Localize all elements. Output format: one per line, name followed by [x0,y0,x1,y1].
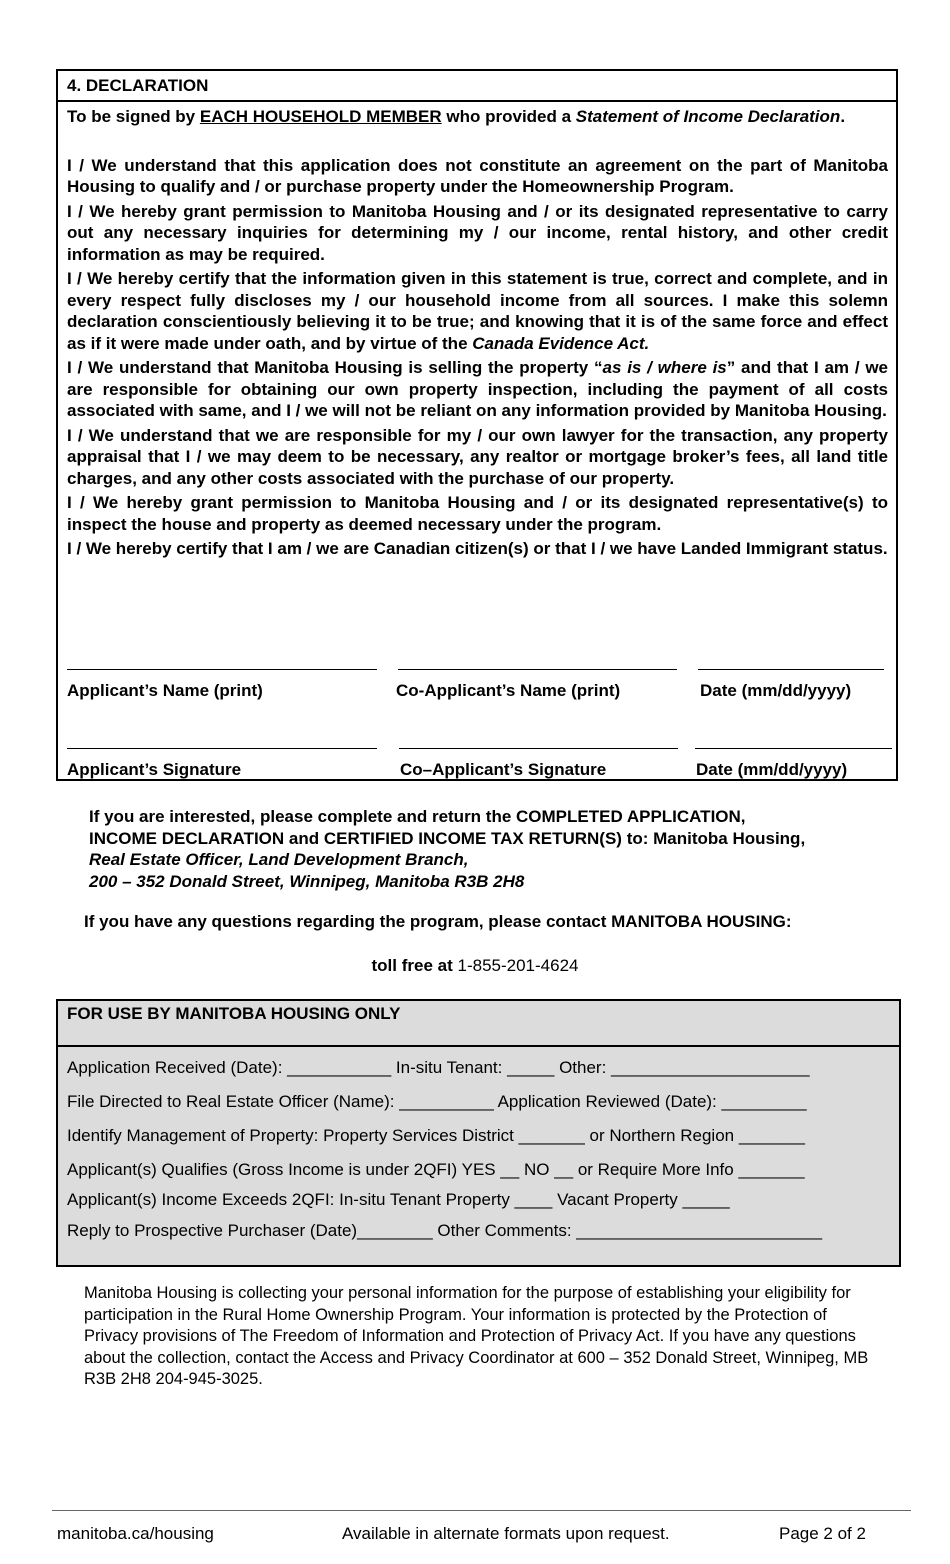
footer-page-number: Page 2 of 2 [779,1524,866,1543]
office-use-heading: FOR USE BY MANITOBA HOUSING ONLY [58,1001,899,1047]
declaration-clause-6: I / We hereby grant permission to Manitoba Housing and / or its designated representative(s) to inspect the house and property as deemed necessary under the program. [67,493,888,534]
footer-formats: Available in alternate formats upon request. [342,1524,670,1543]
return-line-3: Real Estate Officer, Land Development Branch, [89,850,469,869]
date-field-1[interactable] [698,669,884,670]
declaration-text [58,106,896,560]
office-line-income-exceeds: Applicant(s) Income Exceeds 2QFI: In-situ Tenant Property ____ Vacant Property _____ [67,1190,730,1209]
declaration-clause-4: I / We understand that Manitoba Housing is selling the property “as is / where is” and that I am / we are responsible for obtaining our own property inspection, including the payment of all costs associated with same, and I / we will not be reliant on any information provided by Manitoba Housing. [67,358,888,420]
co-applicant-name-label: Co-Applicant’s Name (print) [396,681,621,700]
signature-row [67,748,888,792]
footer-website: manitoba.ca/housing [57,1524,214,1543]
office-use-box [56,999,901,1267]
statement-reference: Statement of Income Declaration [575,107,841,126]
declaration-clause-1: I / We understand that this application does not constitute an agreement on the part of Manitoba Housing to qualify and / or purchase property under the Homeownership Program. [67,155,888,196]
declaration-clause-5: I / We understand that we are responsible for my / our own lawyer for the transaction, any property appraisal that I / we may deem to be necessary, any realtor or mortgage broker’s fees, all land title charges, and any other costs associated with the purchase of our property. [67,425,888,488]
return-instructions [89,806,904,892]
return-line-4: 200 – 352 Donald Street, Winnipeg, Manitoba R3B 2H8 [89,871,525,891]
date-label-1: Date (mm/dd/yyyy) [700,681,852,700]
applicant-signature-field[interactable] [67,748,377,749]
privacy-notice: Manitoba Housing is collecting your personal information for the purpose of establishing your eligibility for participation in the Rural Home Ownership Program. Your information is protected by the Protection of Privacy provisions of The Freedom of Information and Protection of Privacy Act. If you have any questions about the collection, contact the Access and Privacy Coordinator at 600 – 352 Donald Street, Winnipeg, MB R3B 2H8 204-945-3025. [84,1284,869,1388]
act-reference: Canada Evidence Act. [472,333,650,353]
applicant-signature-label: Applicant’s Signature [67,760,242,779]
contact-question: If you have any questions regarding the program, please contact MANITOBA HOUSING: [84,912,792,931]
toll-free-label: toll free at [371,956,453,975]
office-line-application-received: Application Received (Date): ___________ In-situ Tenant: _____ Other: _____________________ [67,1058,810,1077]
co-applicant-name-field[interactable] [398,669,677,670]
office-line-reply: Reply to Prospective Purchaser (Date)________ Other Comments: __________________________ [67,1221,823,1240]
office-line-qualifies: Applicant(s) Qualifies (Gross Income is under 2QFI) YES __ NO __ or Require More Info _______ [67,1160,805,1179]
name-row [67,669,888,713]
declaration-section [56,69,898,781]
declaration-clause-7: I / We hereby certify that I am / we are Canadian citizen(s) or that I / we have Landed Immigrant status. [67,539,888,558]
co-applicant-signature-field[interactable] [399,748,678,749]
applicant-name-label: Applicant’s Name (print) [67,681,263,700]
intro-paragraph: To be signed by EACH HOUSEHOLD MEMBER who provided a Statement of Income Declaration. [67,107,846,126]
phone-number: 1-855-201-4624 [457,956,579,975]
declaration-clause-2: I / We hereby grant permission to Manitoba Housing and / or its designated representative to carry out any necessary inquiries for determining my / our income, rental history, and other credit information as may be required. [67,201,888,264]
return-line-1: If you are interested, please complete and return the COMPLETED APPLICATION, [89,807,746,826]
household-member-emphasis: EACH HOUSEHOLD MEMBER [199,107,442,126]
section-heading: 4. DECLARATION [58,71,896,102]
office-line-file-directed: File Directed to Real Estate Officer (Name): __________ Application Reviewed (Date): _________ [67,1092,807,1111]
return-line-2: INCOME DECLARATION and CERTIFIED INCOME TAX RETURN(S) to: Manitoba Housing, [89,828,806,848]
date-label-2: Date (mm/dd/yyyy) [696,760,848,779]
office-line-management: Identify Management of Property: Property Services District _______ or Northern Region _______ [67,1126,806,1145]
co-applicant-signature-label: Co–Applicant’s Signature [400,760,607,779]
toll-free-line [0,956,950,976]
date-field-2[interactable] [695,748,892,749]
applicant-name-field[interactable] [67,669,377,670]
footer-divider [52,1510,911,1511]
declaration-clause-3: I / We hereby certify that the information given in this statement is true, correct and complete, and in every respect fully discloses my / our household income from all sources. I make this solemn declaration conscientiously believing it to be true; and knowing that it is of the same force and effect as if it were made under oath, and by virtue of the Canada Evidence Act. [67,269,888,353]
